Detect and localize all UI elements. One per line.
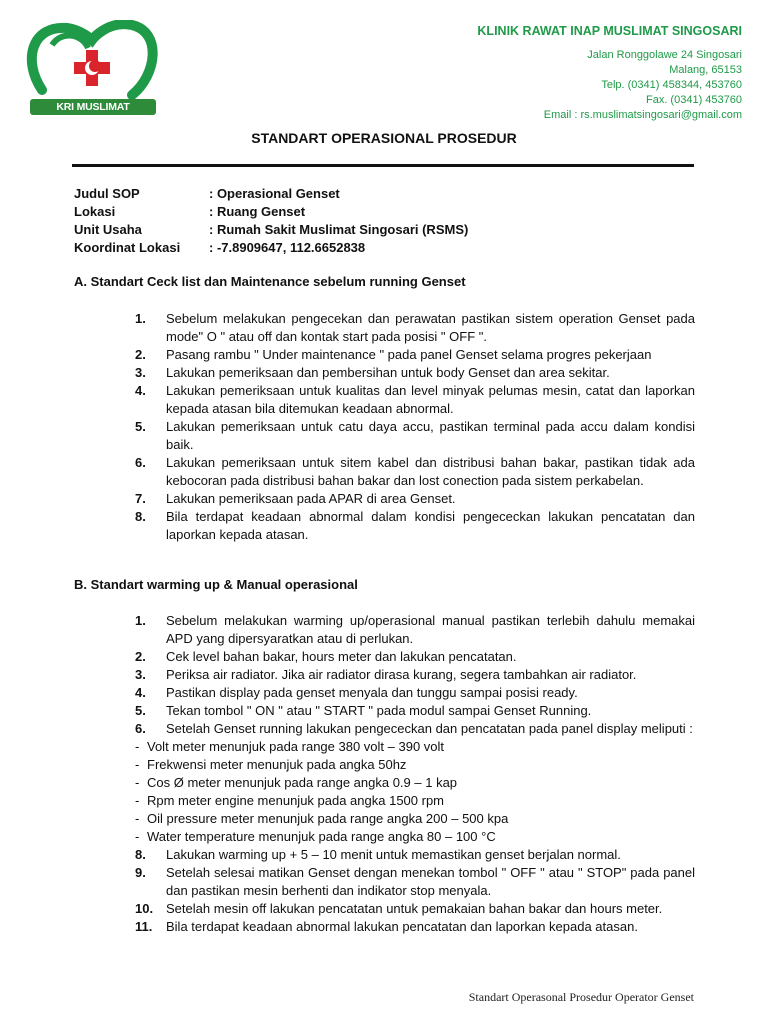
sub-item: - Water temperature menunjuk pada range angka 80 – 100 °C: [135, 829, 496, 844]
list-item: [135, 648, 695, 666]
item-number: 10.: [135, 901, 154, 916]
item-number: 8.: [135, 509, 146, 524]
list-item: [135, 364, 695, 382]
list-item: [135, 382, 695, 418]
item-text: Lakukan pemeriksaan untuk sitem kabel dan distribusi bahan bakar, pastikan tidak ada kebocoran pada distribusi bahan bakar dan lost conection pada sistem perkabelan.: [166, 455, 695, 488]
list-item: [135, 864, 695, 900]
item-number: 2.: [135, 347, 146, 362]
item-text: Pasang rambu " Under maintenance " pada panel Genset selama progres pekerjaan: [166, 347, 652, 362]
item-number: 5.: [135, 703, 146, 718]
item-text: Cek level bahan bakar, hours meter dan lakukan pencatatan.: [166, 649, 517, 664]
item-number: 11.: [135, 919, 153, 934]
list-item: [135, 490, 695, 508]
item-text: Bila terdapat keadaan abnormal lakukan pencatatan dan laporkan kepada atasan.: [166, 919, 638, 934]
list-item: [135, 702, 695, 720]
sub-item: - Oil pressure meter menunjuk pada range angka 200 – 500 kpa: [135, 811, 509, 826]
logo-caption: KRI MUSLIMAT SINGOSARI: [30, 99, 156, 115]
section-a-list: [135, 310, 695, 544]
meta-value: : -7.8909647, 112.6652838: [209, 240, 366, 255]
clinic-phone: Telp. (0341) 458344, 453760: [601, 79, 742, 91]
list-item: [135, 918, 695, 936]
item-number: 1.: [135, 613, 146, 628]
clinic-fax: Fax. (0341) 453760: [645, 94, 742, 106]
item-number: 3.: [135, 365, 146, 380]
meta-row: [74, 185, 468, 203]
meta-row: [74, 239, 468, 257]
section-b-list: [135, 612, 695, 936]
sop-meta: [74, 185, 468, 257]
item-text: Setelah Genset running lakukan pengececkan dan pencatatan pada panel display meliputi :: [166, 721, 693, 736]
list-item: [135, 846, 695, 864]
sub-item: - Cos Ø meter menunjuk pada range angka 0.9 – 1 kap: [135, 775, 458, 790]
list-item: [135, 508, 695, 544]
list-item: [135, 684, 695, 702]
item-text: Sebelum melakukan pengecekan dan perawatan pastikan sistem operation Genset pada mode" O " atau off dan kontak start pada posisi " OFF ".: [166, 311, 695, 344]
item-number: 2.: [135, 649, 146, 664]
meta-key: Koordinat Lokasi: [74, 240, 181, 255]
item-number: 9.: [135, 865, 146, 880]
sub-item: - Frekwensi meter menunjuk pada angka 50hz: [135, 757, 407, 772]
item-text: Lakukan pemeriksaan untuk catu daya accu, pastikan terminal pada accu dalam kondisi baik.: [166, 419, 695, 452]
item-number: 3.: [135, 667, 146, 682]
item-text: Lakukan pemeriksaan untuk kualitas dan level minyak pelumas mesin, catat dan laporkan kepada atasan bila ditemukan keadaan abnormal.: [166, 383, 695, 416]
item-text: Sebelum melakukan warming up/operasional manual pastikan terlebih dahulu memakai APD yang dipersyaratkan atau di perlukan.: [166, 613, 695, 646]
list-item: [135, 418, 695, 454]
clinic-header: [477, 24, 742, 123]
meta-value: : Rumah Sakit Muslimat Singosari (RSMS): [209, 222, 469, 237]
item-number: 4.: [135, 383, 146, 398]
item-text: Tekan tombol " ON " atau " START " pada modul sampai Genset Running.: [166, 703, 592, 718]
item-text: Lakukan pemeriksaan pada APAR di area Genset.: [166, 491, 456, 506]
meta-value: : Ruang Genset: [209, 204, 306, 219]
list-item: [135, 900, 695, 918]
sub-item-text: Rpm meter engine menunjuk pada angka 1500 rpm: [147, 793, 445, 808]
sub-item-text: Frekwensi meter menunjuk pada angka 50hz: [147, 757, 407, 772]
sub-item-text: Cos Ø meter menunjuk pada range angka 0.9 – 1 kap: [147, 775, 458, 790]
list-item: [135, 666, 695, 684]
item-text: Lakukan warming up + 5 – 10 menit untuk memastikan genset berjalan normal.: [166, 847, 621, 862]
list-item: [135, 346, 695, 364]
item-text: Lakukan pemeriksaan dan pembersihan untuk body Genset dan area sekitar.: [166, 365, 610, 380]
page-footer: Standart Operasonal Prosedur Operator Genset: [468, 990, 694, 1004]
list-item: [135, 454, 695, 490]
sub-item-text: Oil pressure meter menunjuk pada range angka 200 – 500 kpa: [147, 811, 509, 826]
clinic-city: Malang, 65153: [669, 64, 742, 76]
meta-value: : Operasional Genset: [209, 186, 340, 201]
item-text: Periksa air radiator. Jika air radiator dirasa kurang, segera tambahkan air radiator.: [166, 667, 637, 682]
meta-key: Lokasi: [74, 204, 116, 219]
item-text: Setelah selesai matikan Genset dengan menekan tombol " OFF " atau " STOP" pada panel dan pastikan mesin berhenti dan indikator stop menyala.: [166, 865, 695, 898]
item-number: 1.: [135, 311, 146, 326]
list-item: [135, 720, 695, 738]
section-a-heading: A. Standart Ceck list dan Maintenance sebelum running Genset: [74, 274, 466, 289]
meta-row: [74, 221, 468, 239]
item-number: 5.: [135, 419, 146, 434]
item-text: Pastikan display pada genset menyala dan tunggu sampai posisi ready.: [166, 685, 578, 700]
clinic-name: KLINIK RAWAT INAP MUSLIMAT SINGOSARI: [477, 24, 742, 38]
list-item: [135, 310, 695, 346]
sub-item-text: Water temperature menunjuk pada range angka 80 – 100 °C: [147, 829, 496, 844]
clinic-address: Jalan Ronggolawe 24 Singosari: [587, 49, 742, 61]
item-number: 6.: [135, 455, 146, 470]
meta-row: [74, 203, 468, 221]
item-number: 7.: [135, 491, 146, 506]
item-number: 6.: [135, 721, 146, 736]
clinic-email: Email : rs.muslimatsingosari@gmail.com: [543, 109, 742, 121]
list-item: [135, 612, 695, 648]
header-rule: [72, 164, 694, 167]
section-b-heading: B. Standart warming up & Manual operasional: [74, 577, 358, 592]
meta-key: Unit Usaha: [74, 222, 142, 237]
document-title: STANDART OPERASIONAL PROSEDUR: [251, 130, 517, 146]
item-text: Bila terdapat keadaan abnormal dalam kondisi pengececkan lakukan pencatatan dan laporkan kepada atasan.: [166, 509, 695, 542]
item-text: Setelah mesin off lakukan pencatatan untuk pemakaian bahan bakar dan hours meter.: [166, 901, 663, 916]
sub-item-text: Volt meter menunjuk pada range 380 volt – 390 volt: [147, 739, 445, 754]
item-number: 4.: [135, 685, 146, 700]
sub-item: - Rpm meter engine menunjuk pada angka 1500 rpm: [135, 793, 445, 808]
item-number: 8.: [135, 847, 146, 862]
sub-item: - Volt meter menunjuk pada range 380 volt – 390 volt: [135, 739, 445, 754]
meta-key: Judul SOP: [74, 186, 140, 201]
